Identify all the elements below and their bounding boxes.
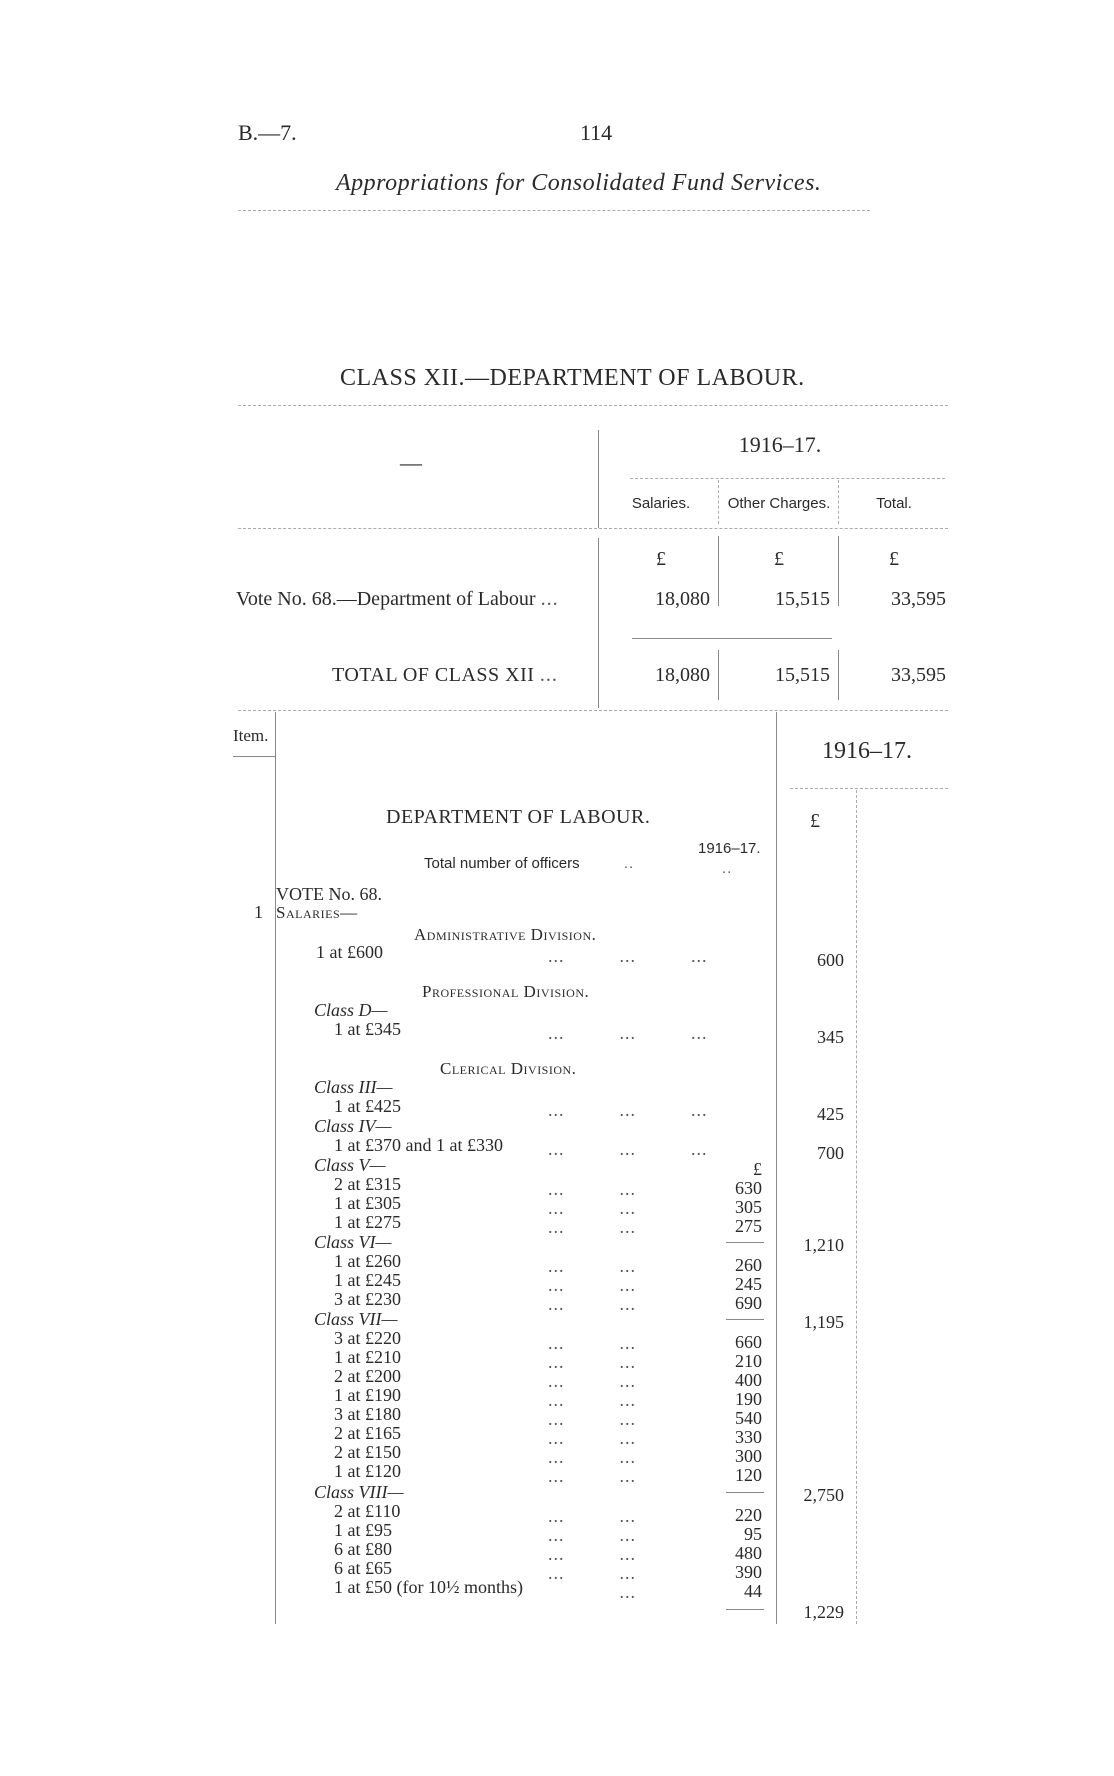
summary-year-rule [630,478,945,479]
salaries-heading: Salaries— [276,903,358,922]
list-item: 1 at £190 [334,1385,401,1405]
summary-col-divider [838,536,839,606]
subtotal-rule [726,1492,764,1493]
list-item-amount: 390 [735,1562,762,1582]
right-edge-divider [856,790,857,1624]
class-rule [238,405,948,406]
class-iv-line: 1 at £370 and 1 at £330 [334,1135,503,1155]
vote-heading: VOTE No. 68. [276,884,382,904]
list-item: 3 at £180 [334,1404,401,1424]
list-item-amount: 540 [735,1408,762,1428]
document-reference: B.—7. [238,120,297,145]
class-iv-heading: Class IV— [314,1116,392,1136]
class-iii-heading: Class III— [314,1077,393,1097]
class-total-label: TOTAL OF CLASS XII ... [332,664,558,686]
list-item-amount: 245 [735,1274,762,1294]
summary-col-other: Other Charges. [727,495,831,512]
subtotal-rule [726,1242,764,1243]
class-iv-total: 700 [817,1143,844,1163]
class-viii-heading: Class VIII— [314,1482,404,1502]
summary-col-divider [718,650,719,700]
list-item-amount: 630 [735,1178,762,1198]
class-d-heading: Class D— [314,1000,388,1020]
amount-column-divider [776,712,777,1624]
class-iii-line: 1 at £425 [334,1096,401,1116]
list-item: 2 at £150 [334,1442,401,1462]
list-item: 1 at £210 [334,1347,401,1367]
list-item: 1 at £95 [334,1520,392,1540]
summary-col-total: Total. [876,495,912,512]
list-item-amount: 210 [735,1351,762,1371]
list-item: 1 at £50 (for 10½ months) [334,1577,523,1597]
class-vii-total: 2,750 [803,1485,844,1505]
class-total-total: 33,595 [891,664,946,686]
leader-dots: ... ... ... ... ... ... [548,1256,636,1314]
class-v-currency: £ [753,1159,762,1179]
admin-division-heading: Administrative Division. [414,925,597,944]
vote-total: 33,595 [891,588,946,610]
summary-currency: £ [889,548,899,570]
leader-dots: ... ... ... [548,1100,708,1120]
prof-division-heading: Professional Division. [422,982,590,1001]
list-item-amount: 220 [735,1505,762,1525]
detail-year-rule [790,788,948,789]
list-item: 2 at £110 [334,1501,401,1521]
list-item-amount: 44 [744,1581,762,1601]
officers-year: 1916–17. [698,840,761,857]
vote-other-charges: 15,515 [775,588,830,610]
list-item: 6 at £80 [334,1539,392,1559]
class-vi-total: 1,195 [803,1312,844,1332]
summary-col-salaries: Salaries. [631,495,691,512]
clerical-division-heading: Clerical Division. [440,1059,577,1078]
list-item-amount: 330 [735,1427,762,1447]
list-item-amount: 190 [735,1389,762,1409]
summary-currency: £ [774,548,784,570]
class-viii-total: 1,229 [803,1602,844,1622]
class-heading: CLASS XII.—DEPARTMENT OF LABOUR. [340,365,805,391]
class-iii-total: 425 [817,1104,844,1124]
leader-dots: ... ... ... [548,946,708,966]
class-total-salaries: 18,080 [655,664,710,686]
list-item-amount: 275 [735,1216,762,1236]
list-item-amount: 120 [735,1465,762,1485]
list-item: 3 at £220 [334,1328,401,1348]
class-vii-heading: Class VII— [314,1309,398,1329]
page-title: Appropriations for Consolidated Fund Services. [336,170,822,196]
admin-line: 1 at £600 [316,942,383,962]
detail-year-header: 1916–17. [822,738,912,764]
list-item-amount: 95 [744,1524,762,1544]
leader-dots: ... ... ... [548,1139,708,1159]
summary-col-divider [838,650,839,700]
list-item-amount: 300 [735,1446,762,1466]
summary-col-divider [718,480,719,524]
leader-dots: ... ... ... ... ... ... ... ... ... ... ... ... ... ... ... ... [548,1333,636,1486]
list-item-amount: 690 [735,1293,762,1313]
leader-dots: ... ... ... [548,1023,708,1043]
officers-label: Total number of officers .. [424,855,635,872]
class-v-total: 1,210 [803,1235,844,1255]
summary-divider [598,538,599,708]
list-item: 1 at £305 [334,1193,401,1213]
subtotal-rule [726,1609,764,1610]
summary-header-rule [238,528,948,529]
class-v-heading: Class V— [314,1155,386,1175]
list-item: 2 at £200 [334,1366,401,1386]
item-number: 1 [254,902,263,922]
officers-count: .. [722,860,733,877]
title-rule [238,210,870,211]
list-item-amount: 305 [735,1197,762,1217]
leader-dots: ... ... ... ... ... ... [548,1179,636,1237]
summary-col-divider [838,480,839,524]
summary-divider [598,430,599,528]
subtotal-rule [726,1319,764,1320]
total-rule [632,638,722,639]
summary-currency: £ [656,548,666,570]
item-header: Item. [233,726,269,745]
class-vi-heading: Class VI— [314,1232,392,1252]
admin-total: 600 [817,950,844,970]
list-item-amount: 660 [735,1332,762,1352]
list-item: 1 at £260 [334,1251,401,1271]
total-rule [720,638,832,639]
list-item: 6 at £65 [334,1558,392,1578]
vote-label: Vote No. 68.—Department of Labour ... [236,588,559,610]
list-item: 1 at £245 [334,1270,401,1290]
list-item: 2 at £315 [334,1174,401,1194]
list-item: 1 at £275 [334,1212,401,1232]
list-item-amount: 480 [735,1543,762,1563]
page-number: 114 [580,120,613,145]
list-item-amount: 260 [735,1255,762,1275]
detail-currency: £ [810,810,820,832]
vote-salaries: 18,080 [655,588,710,610]
class-d-total: 345 [817,1027,844,1047]
list-item: 2 at £165 [334,1423,401,1443]
table-separator [238,710,948,711]
summary-dash: — [400,450,422,475]
summary-col-divider [718,536,719,606]
leader-dots: ... ... ... ... ... ... ... ... ... [548,1506,636,1602]
class-d-line: 1 at £345 [334,1019,401,1039]
item-column-divider [275,712,276,1624]
summary-year: 1916–17. [738,432,822,457]
list-item: 1 at £120 [334,1461,401,1481]
class-total-other-charges: 15,515 [775,664,830,686]
list-item: 3 at £230 [334,1289,401,1309]
department-heading: DEPARTMENT OF LABOUR. [386,806,651,828]
list-item-amount: 400 [735,1370,762,1390]
item-header-rule [233,756,275,757]
